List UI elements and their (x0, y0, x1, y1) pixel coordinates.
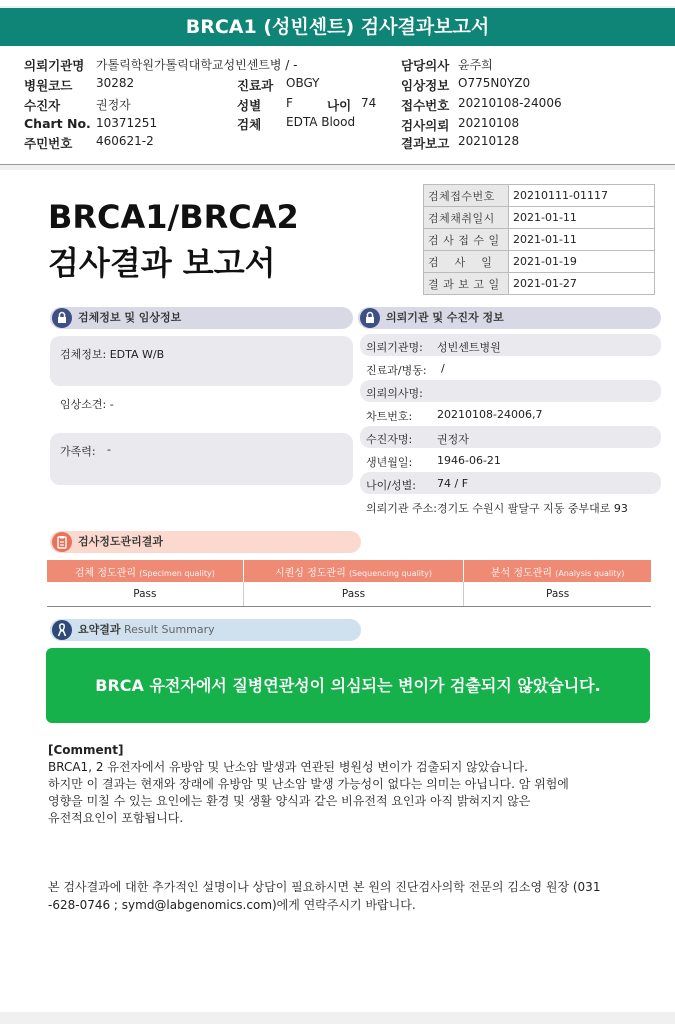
column-header-ko: 시퀀싱 정도관리 (274, 567, 346, 579)
sex-value: F (286, 96, 293, 110)
report-value: 20210128 (458, 134, 520, 148)
meta-key: 결 과 보 고 일 (424, 273, 509, 295)
patient-label: 수진자 (24, 98, 61, 113)
meta-value: 2021-01-11 (509, 229, 655, 251)
meta-value: 2021-01-27 (509, 273, 655, 295)
summary-section-header (50, 619, 361, 641)
table-row (424, 185, 655, 207)
table-row (424, 207, 655, 229)
quality-section-title: 검사정도관리결과 (78, 535, 164, 548)
patient-value: 권정자 (96, 98, 131, 112)
info-value: 1946-06-21 (437, 454, 501, 467)
institution-value: 가톨릭학원가톨릭대학교성빈센트병 / - (96, 58, 298, 72)
age-value: 74 (361, 96, 377, 110)
info-key: 의뢰기관명: (366, 341, 423, 354)
doctor-label: 담당의사 (401, 58, 450, 73)
summary-section-title (78, 619, 215, 641)
summary-title-en: Result Summary (124, 623, 215, 636)
info-key: 차트번호: (366, 410, 413, 423)
quality-value: Pass (464, 582, 651, 607)
specimen-section-title: 검체정보 및 임상정보 (78, 311, 182, 324)
quality-section-header (50, 531, 361, 553)
info-value: 권정자 (437, 433, 469, 446)
quality-table (47, 560, 651, 607)
info-value: / (441, 362, 445, 375)
specimen-info-box (50, 336, 353, 386)
column-header (243, 560, 463, 582)
specimen-label: 검체 (237, 117, 262, 132)
column-header-en: (Analysis quality) (555, 568, 625, 578)
info-key: 의뢰의사명: (366, 387, 423, 400)
request-value: 20210108 (458, 116, 520, 130)
address-value: 경기도 수원시 팔달구 지동 중부대로 93 (437, 502, 628, 515)
meta-value: 2021-01-11 (509, 207, 655, 229)
report-page (0, 170, 675, 1012)
doctor-value: 윤주희 (458, 58, 493, 72)
hospital-code-label: 병원코드 (24, 78, 73, 93)
receipt-label: 접수번호 (401, 98, 450, 113)
report-title-line1: BRCA1/BRCA2 (48, 198, 299, 236)
dept-label: 진료과 (237, 78, 274, 93)
age-label: 나이 (327, 98, 352, 113)
contact-line: -628-0746 ; symd@labgenomics.com)에게 연락주시기 바랍니다. (48, 898, 416, 912)
top-strip (0, 0, 675, 6)
comment-line: 하지만 이 결과는 현재와 장래에 유방암 및 난소암 발생 가능성이 없다는 의미는 아닙니다. 암 위험에 (48, 777, 569, 791)
quality-value: Pass (243, 582, 463, 607)
sex-label: 성별 (237, 98, 262, 113)
summary-result-banner: BRCA 유전자에서 질병연관성이 의심되는 변이가 검출되지 않았습니다. (46, 648, 650, 723)
dept-value: OBGY (286, 76, 320, 90)
institution-section-header (358, 307, 661, 329)
clipboard-icon (52, 532, 72, 552)
hospital-code-value: 30282 (96, 76, 135, 90)
specimen-value: EDTA Blood (286, 115, 356, 129)
table-header-row (47, 560, 651, 582)
contact-line: 본 검사결과에 대한 추가적인 설명이나 상담이 필요하시면 본 원의 진단검사의학 전문의 김소영 원장 (031 (48, 880, 601, 894)
comment-line: 영향을 미칠 수 있는 요인에는 환경 및 생활 양식과 같은 비유전적 요인과 아직 밝혀지지 않은 (48, 794, 531, 808)
info-key: 수진자명: (366, 433, 413, 446)
info-value: 74 / F (437, 477, 469, 490)
comment-line: BRCA1, 2 유전자에서 유방암 및 난소암 발생과 연관된 병원성 변이가 검출되지 않았습니다. (48, 760, 528, 774)
clinical-findings: 임상소견: - (60, 398, 114, 411)
report-title (48, 194, 299, 286)
institution-label: 의뢰기관명 (24, 58, 85, 73)
contact-block (48, 878, 664, 914)
info-key: 생년월일: (366, 456, 413, 469)
family-history-label: 가족력: (60, 445, 96, 458)
clinical-info-value: O775N0YZ0 (458, 76, 531, 90)
column-header-en: (Sequencing quality) (348, 568, 432, 578)
institution-section-title: 의뢰기관 및 수진자 정보 (386, 311, 504, 324)
meta-key: 검 사 일 (424, 251, 509, 273)
comment-heading: [Comment] (48, 743, 124, 757)
column-header (47, 560, 243, 582)
column-header-en: (Specimen quality) (139, 568, 215, 578)
specimen-section-header (50, 307, 353, 329)
meta-value: 20210111-01117 (509, 185, 655, 207)
meta-key: 검 사 접 수 일 (424, 229, 509, 251)
quality-value: Pass (47, 582, 243, 607)
info-value: 20210108-24006,7 (437, 408, 543, 421)
column-header-ko: 분석 정도관리 (490, 567, 553, 579)
info-value: 성빈센트병원 (437, 341, 501, 354)
meta-value: 2021-01-19 (509, 251, 655, 273)
request-label: 검사의뢰 (401, 118, 450, 133)
column-header (464, 560, 651, 582)
chart-label: Chart No. (24, 116, 91, 131)
table-row (47, 582, 651, 607)
table-row (424, 229, 655, 251)
document-title: BRCA1 (성빈센트) 검사결과보고서 (0, 8, 675, 46)
resident-value: 460621-2 (96, 134, 154, 148)
specimen-info: 검체정보: EDTA W/B (60, 348, 165, 361)
meta-key: 검체채취일시 (424, 207, 509, 229)
column-header-ko: 검체 정도관리 (74, 567, 137, 579)
summary-title-ko: 요약결과 (78, 623, 121, 636)
resident-label: 주민번호 (24, 136, 73, 151)
ribbon-icon (52, 620, 72, 640)
chart-value: 10371251 (96, 116, 158, 130)
comment-block (48, 742, 658, 827)
patient-header (0, 46, 675, 165)
clinical-info-label: 임상정보 (401, 78, 450, 93)
report-title-line2: 검사결과 보고서 (48, 244, 276, 282)
family-history-box (50, 433, 353, 485)
receipt-value: 20210108-24006 (458, 96, 562, 110)
table-row (424, 251, 655, 273)
info-key: 진료과/병동: (366, 364, 427, 377)
table-row (424, 273, 655, 295)
info-key: 나이/성별: (366, 479, 416, 492)
meta-key: 검체접수번호 (424, 185, 509, 207)
comment-line: 유전적요인이 포함됩니다. (48, 811, 184, 825)
family-history-value: - (107, 443, 111, 456)
report-label: 결과보고 (401, 136, 450, 151)
address-label: 의뢰기관 주소: (366, 502, 437, 515)
lock-icon (360, 308, 380, 328)
lock-icon (52, 308, 72, 328)
report-meta-table (423, 184, 655, 295)
